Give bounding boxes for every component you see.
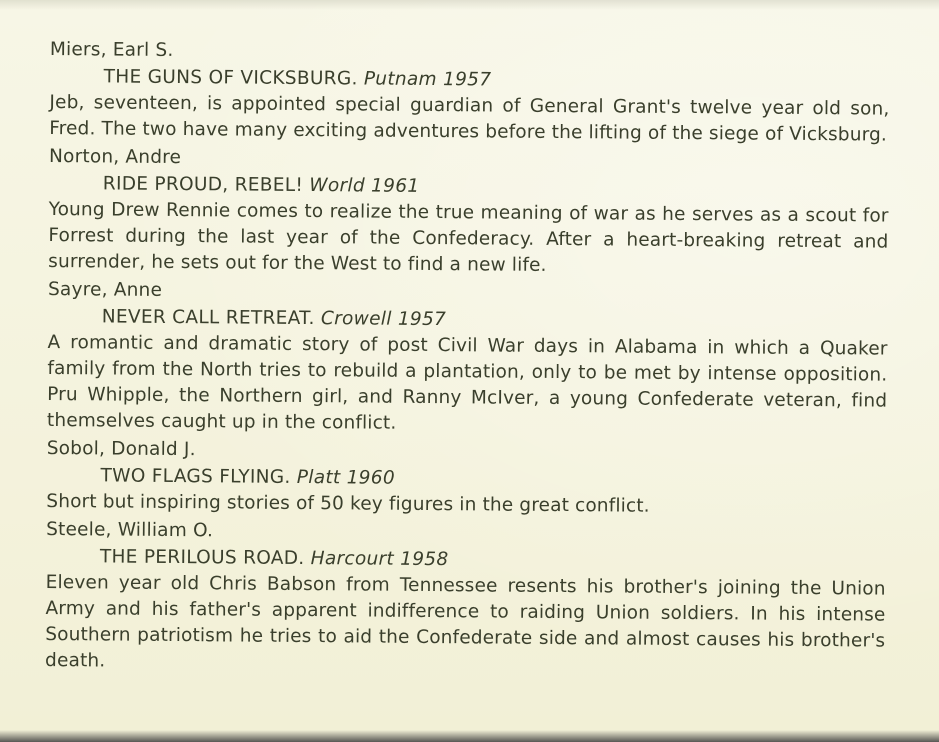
entry-author: Miers, Earl S. xyxy=(49,38,174,61)
book-entry xyxy=(48,143,889,282)
entry-title: NEVER CALL RETREAT. xyxy=(101,306,315,330)
entry-description: Young Drew Rennie comes to realize the true meaning of war as he serves as a scout for Forrest during the last year of the Confederacy. After a heart-breaking retreat and surrender, he sets out for the West to find a new life. xyxy=(48,198,889,276)
entry-description: Eleven year old Chris Babson from Tennessee resents his brother's joining the Union Army and his father's apparent indifference to raiding Union soldiers. In his intense Southern patriotism he tries to aid the Confederate side and almost causes his brother's death. xyxy=(45,571,886,672)
entry-publisher: Putnam 1957 xyxy=(363,68,492,91)
entry-description: A romantic and dramatic story of post Civil War days in Alabama in which a Quaker family from the North tries to rebuild a plantation, only to be met by intense opposition. Pru Whipple, the Northern girl, and Ranny McIver, a young Confederate veteran, find themselves caught up in the conflict. xyxy=(46,331,888,434)
entry-author: Sayre, Anne xyxy=(47,278,163,301)
entry-publisher: Platt 1960 xyxy=(296,466,396,489)
entry-publisher: World 1961 xyxy=(309,175,420,197)
book-list xyxy=(45,36,890,681)
book-entry xyxy=(45,516,886,681)
entry-title: RIDE PROUD, REBEL! xyxy=(102,173,304,196)
book-entry xyxy=(47,276,888,441)
book-entry xyxy=(49,36,890,149)
book-entry xyxy=(46,435,887,522)
entry-author: Steele, William O. xyxy=(46,518,214,542)
entry-author: Sobol, Donald J. xyxy=(46,437,196,461)
scan-bottom-edge xyxy=(0,730,939,742)
scan-top-edge xyxy=(0,0,939,10)
entry-description: Jeb, seventeen, is appointed special guardian of General Grant's twelve year old son, Fred. The two have many exciting adventures before the lifting of the siege of Vicksburg. xyxy=(49,91,890,146)
entry-title: THE PERILOUS ROAD. xyxy=(99,546,305,570)
entry-description: Short but inspiring stories of 50 key figures in the great conflict. xyxy=(46,490,650,517)
entry-title: TWO FLAGS FLYING. xyxy=(100,465,291,488)
entry-title: THE GUNS OF VICKSBURG. xyxy=(103,66,358,90)
entry-author: Norton, Andre xyxy=(48,145,182,169)
entry-publisher: Crowell 1957 xyxy=(320,308,447,331)
entry-publisher: Harcourt 1958 xyxy=(310,548,449,571)
